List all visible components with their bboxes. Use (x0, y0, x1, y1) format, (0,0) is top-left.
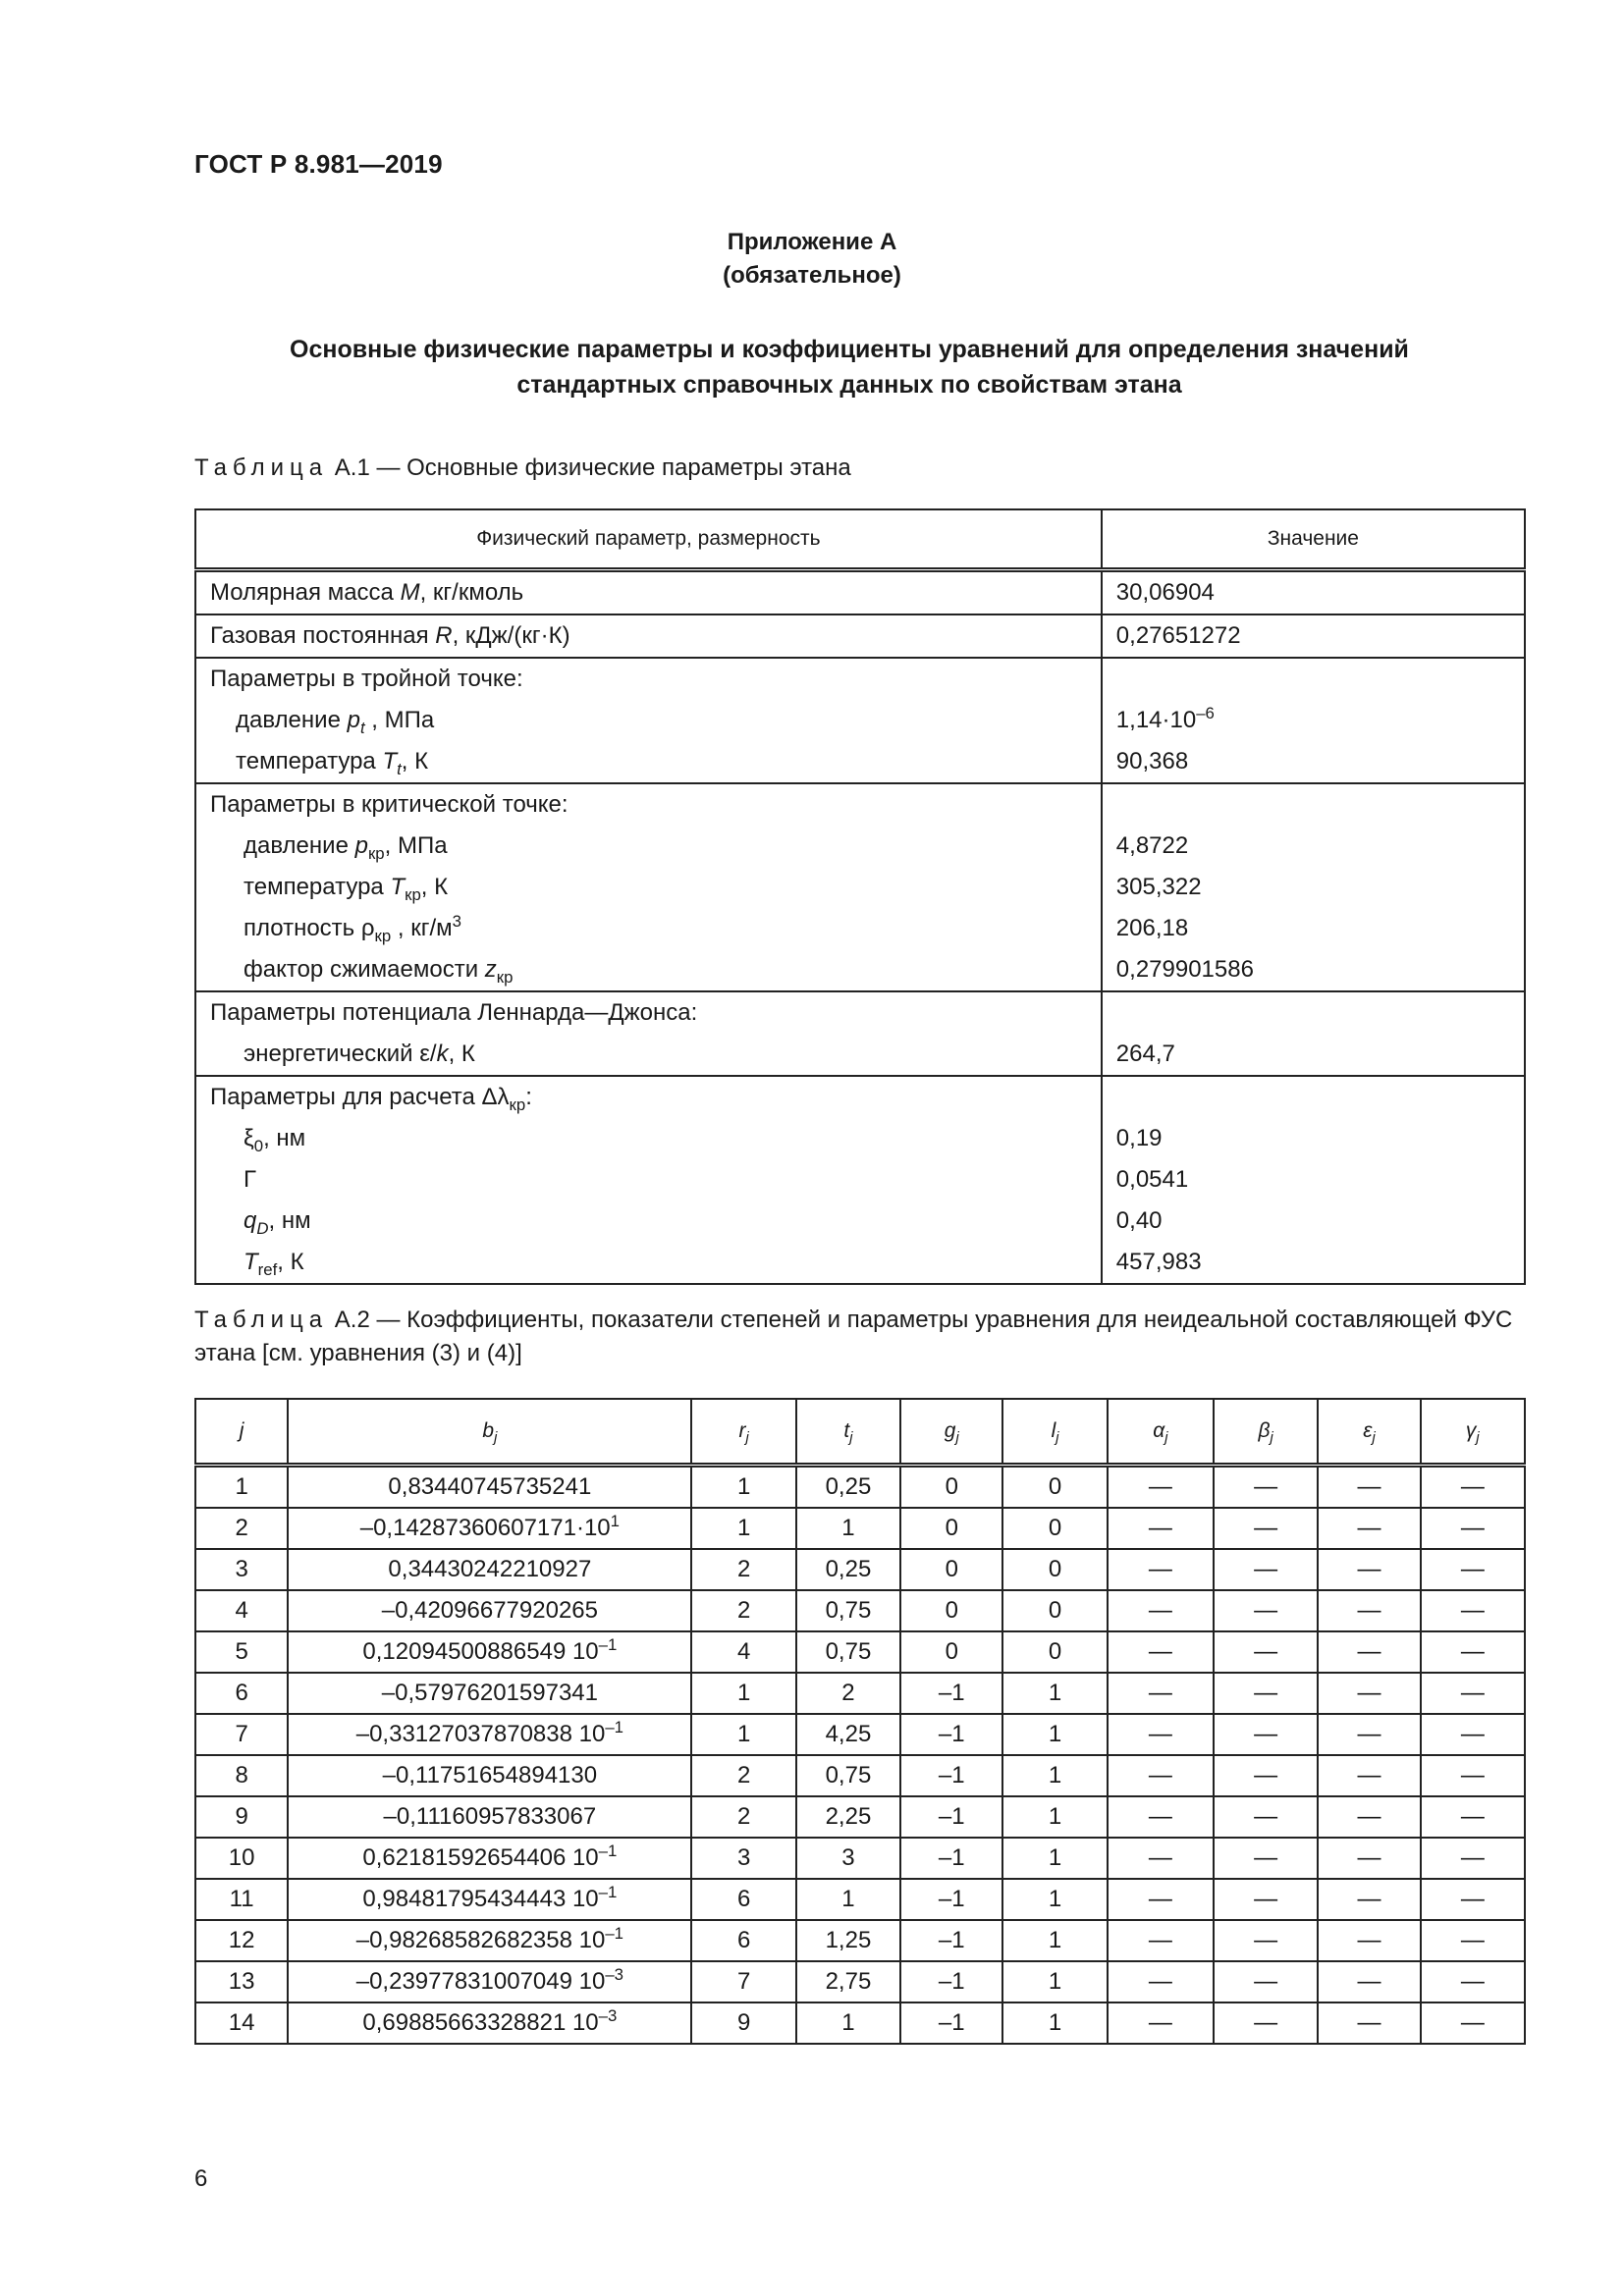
cell-alpha: — (1108, 1549, 1214, 1590)
cell-beta: — (1214, 1508, 1318, 1549)
table1-header-value: Значение (1102, 509, 1525, 570)
cell-epsilon: — (1318, 1796, 1420, 1838)
cell-alpha: — (1108, 1838, 1214, 1879)
section-title-line-1: Основные физические параметры и коэффициенты уравнений для определения значений (290, 336, 1409, 363)
cell-alpha: — (1108, 1879, 1214, 1920)
cell-alpha: — (1108, 1714, 1214, 1755)
cell-alpha: — (1108, 1961, 1214, 2002)
cell-g: –1 (900, 1714, 1002, 1755)
table2-caption (194, 1304, 1530, 1370)
cell-g: –1 (900, 1673, 1002, 1714)
param-cell: Параметры потенциала Леннарда—Джонса: энергетический ε/k, К (195, 991, 1102, 1076)
table-row (195, 1838, 1525, 1879)
cell-gamma: — (1421, 1879, 1525, 1920)
table-row (195, 570, 1525, 615)
cell-r: 1 (691, 1508, 795, 1549)
cell-t: 0,75 (796, 1755, 900, 1796)
cell-l: 1 (1002, 1879, 1107, 1920)
cell-epsilon: — (1318, 1590, 1420, 1631)
table-row (195, 2002, 1525, 2044)
cell-b: –0,57976201597341 (288, 1673, 691, 1714)
cell-b: 0,98481795434443 $10^{-1}$ (288, 1879, 691, 1920)
cell-b: –0,98268582682358 $10^{-1}$ (288, 1920, 691, 1961)
cell-gamma: — (1421, 1631, 1525, 1673)
cell-j: 14 (195, 2002, 288, 2044)
cell-r: 6 (691, 1920, 795, 1961)
cell-beta: — (1214, 1838, 1318, 1879)
cell-j: 7 (195, 1714, 288, 1755)
cell-j: 8 (195, 1755, 288, 1796)
cell-j: 9 (195, 1796, 288, 1838)
cell-j: 4 (195, 1590, 288, 1631)
group-heading: Параметры в критической точке: (210, 791, 568, 818)
cell-t: 1 (796, 2002, 900, 2044)
cell-beta: — (1214, 1673, 1318, 1714)
value-cell: 4,8722 305,322 206,18 0,279901586 (1102, 783, 1525, 991)
cell-r: 2 (691, 1590, 795, 1631)
cell-epsilon: — (1318, 1961, 1420, 2002)
cell-b: –0,42096677920265 (288, 1590, 691, 1631)
table2-header-gamma: $\gamma_j$ (1421, 1399, 1525, 1466)
value-cell: 0,19 0,0541 0,40 457,983 (1102, 1076, 1525, 1284)
cell-g: 0 (900, 1590, 1002, 1631)
appendix-heading (0, 226, 1624, 293)
cell-gamma: — (1421, 1796, 1525, 1838)
group-heading: Параметры в тройной точке: (210, 666, 523, 692)
group-heading: Параметры потенциала Леннарда—Джонса: (210, 999, 698, 1026)
cell-j: 13 (195, 1961, 288, 2002)
cell-t: 0,25 (796, 1466, 900, 1509)
cell-epsilon: — (1318, 1879, 1420, 1920)
cell-beta: — (1214, 1714, 1318, 1755)
table2-header-b: $b_j$ (288, 1399, 691, 1466)
table2-header-row (195, 1399, 1525, 1466)
cell-t: 0,25 (796, 1549, 900, 1590)
section-title (157, 332, 1542, 402)
table-row (195, 614, 1525, 658)
cell-j: 12 (195, 1920, 288, 1961)
cell-l: 1 (1002, 1673, 1107, 1714)
cell-alpha: — (1108, 1673, 1214, 1714)
cell-gamma: — (1421, 2002, 1525, 2044)
cell-r: 1 (691, 1673, 795, 1714)
cell-alpha: — (1108, 1755, 1214, 1796)
table-row-group-delta-lambda (195, 1076, 1525, 1284)
cell-epsilon: — (1318, 1549, 1420, 1590)
cell-g: –1 (900, 1838, 1002, 1879)
cell-g: –1 (900, 1879, 1002, 1920)
cell-epsilon: — (1318, 2002, 1420, 2044)
cell-gamma: — (1421, 1466, 1525, 1509)
table2-caption-lead: Таблица (194, 1307, 329, 1333)
value-cell: 264,7 (1102, 991, 1525, 1076)
cell-beta: — (1214, 1631, 1318, 1673)
cell-j: 10 (195, 1838, 288, 1879)
cell-g: 0 (900, 1631, 1002, 1673)
cell-b: –0,11160957833067 (288, 1796, 691, 1838)
value-cell: 0,27651272 (1102, 614, 1525, 658)
cell-l: 0 (1002, 1631, 1107, 1673)
cell-t: 2 (796, 1673, 900, 1714)
cell-r: 1 (691, 1466, 795, 1509)
cell-beta: — (1214, 1755, 1318, 1796)
section-title-line-2: стандартных справочных данных по свойствам этана (516, 371, 1182, 399)
cell-alpha: — (1108, 2002, 1214, 2044)
table2-caption-text: А.2 — Коэффициенты, показатели степеней и параметры уравнения для неидеальной составляющей ФУС этана [см. уравнения (3) и (4)] (194, 1307, 1513, 1366)
table2-header-l: $l_j$ (1002, 1399, 1107, 1466)
cell-r: 3 (691, 1838, 795, 1879)
table-physical-parameters (194, 508, 1526, 1285)
cell-b: $-0,14287360607171\cdot 10^1$ (288, 1508, 691, 1549)
cell-b: 0,69885663328821 $10^{-3}$ (288, 2002, 691, 2044)
table-row (195, 1796, 1525, 1838)
cell-l: 0 (1002, 1508, 1107, 1549)
cell-b: 0,12094500886549 $10^{-1}$ (288, 1631, 691, 1673)
cell-l: 1 (1002, 1961, 1107, 2002)
cell-epsilon: — (1318, 1673, 1420, 1714)
cell-j: 6 (195, 1673, 288, 1714)
table1-caption-text: А.1 — Основные физические параметры этана (328, 454, 851, 481)
cell-l: 1 (1002, 1714, 1107, 1755)
cell-t: 1 (796, 1508, 900, 1549)
cell-alpha: — (1108, 1466, 1214, 1509)
cell-t: 0,75 (796, 1590, 900, 1631)
cell-r: 2 (691, 1549, 795, 1590)
table-row (195, 1920, 1525, 1961)
document-header: ГОСТ Р 8.981—2019 (194, 149, 443, 179)
table-row (195, 1714, 1525, 1755)
cell-g: –1 (900, 1796, 1002, 1838)
cell-beta: — (1214, 1590, 1318, 1631)
cell-epsilon: — (1318, 1466, 1420, 1509)
table2-header-j: j (195, 1399, 288, 1466)
param-cell: Газовая постоянная R, кДж/(кг·К) (195, 614, 1102, 658)
table-row (195, 1879, 1525, 1920)
cell-gamma: — (1421, 1838, 1525, 1879)
cell-l: 1 (1002, 1838, 1107, 1879)
cell-b: –0,11751654894130 (288, 1755, 691, 1796)
cell-gamma: — (1421, 1590, 1525, 1631)
cell-b: 0,83440745735241 (288, 1466, 691, 1509)
cell-j: 11 (195, 1879, 288, 1920)
cell-epsilon: — (1318, 1755, 1420, 1796)
cell-epsilon: — (1318, 1714, 1420, 1755)
cell-j: 3 (195, 1549, 288, 1590)
cell-l: 1 (1002, 1796, 1107, 1838)
table2-header-alpha: $\alpha_j$ (1108, 1399, 1214, 1466)
cell-l: 0 (1002, 1590, 1107, 1631)
cell-r: 2 (691, 1755, 795, 1796)
cell-l: 1 (1002, 1755, 1107, 1796)
cell-j: 1 (195, 1466, 288, 1509)
cell-t: 3 (796, 1838, 900, 1879)
cell-epsilon: — (1318, 1508, 1420, 1549)
group-heading: Параметры для расчета $\Delta\lambda_{кр}$: (210, 1084, 532, 1114)
table1-header-row (195, 509, 1525, 570)
param-cell: Параметры для расчета $\Delta\lambda_{кр}$: $\xi_0$, нм Г $q_D$, нм $T_{ref}$, К (195, 1076, 1102, 1284)
table1-header-param: Физический параметр, размерность (195, 509, 1102, 570)
cell-r: 6 (691, 1879, 795, 1920)
cell-g: –1 (900, 1920, 1002, 1961)
appendix-title: Приложение А (727, 229, 897, 255)
table2-body (195, 1466, 1525, 2045)
appendix-type: (обязательное) (723, 262, 901, 289)
param-cell: Параметры в тройной точке: давление $p_t$ , МПа температура $T_t$, К (195, 658, 1102, 783)
cell-t: 2,75 (796, 1961, 900, 2002)
cell-b: –0,23977831007049 $10^{-3}$ (288, 1961, 691, 2002)
cell-beta: — (1214, 1466, 1318, 1509)
cell-b: 0,34430242210927 (288, 1549, 691, 1590)
cell-t: 2,25 (796, 1796, 900, 1838)
table-row-group-critical-point (195, 783, 1525, 991)
table-row (195, 1508, 1525, 1549)
cell-r: 9 (691, 2002, 795, 2044)
cell-beta: — (1214, 2002, 1318, 2044)
cell-beta: — (1214, 1549, 1318, 1590)
cell-gamma: — (1421, 1549, 1525, 1590)
cell-alpha: — (1108, 1796, 1214, 1838)
cell-t: 1,25 (796, 1920, 900, 1961)
table-coefficients (194, 1398, 1526, 2045)
cell-l: 0 (1002, 1466, 1107, 1509)
cell-g: 0 (900, 1508, 1002, 1549)
cell-beta: — (1214, 1920, 1318, 1961)
table1-caption-lead: Таблица (194, 454, 329, 481)
table-row (195, 1755, 1525, 1796)
table-row (195, 1590, 1525, 1631)
cell-g: –1 (900, 2002, 1002, 2044)
cell-r: 1 (691, 1714, 795, 1755)
cell-j: 2 (195, 1508, 288, 1549)
table-row (195, 1631, 1525, 1673)
table-row (195, 1673, 1525, 1714)
param-cell: Молярная масса M, кг/кмоль (195, 570, 1102, 615)
cell-beta: — (1214, 1796, 1318, 1838)
cell-alpha: — (1108, 1508, 1214, 1549)
cell-l: 1 (1002, 1920, 1107, 1961)
cell-r: 7 (691, 1961, 795, 2002)
value-cell: $1,14\cdot 10^{-6}$ 90,368 (1102, 658, 1525, 783)
table2-header-epsilon: $\varepsilon_j$ (1318, 1399, 1420, 1466)
table-row-group-triple-point (195, 658, 1525, 783)
cell-l: 1 (1002, 2002, 1107, 2044)
cell-t: 0,75 (796, 1631, 900, 1673)
cell-gamma: — (1421, 1714, 1525, 1755)
table-row (195, 1549, 1525, 1590)
cell-gamma: — (1421, 1673, 1525, 1714)
cell-gamma: — (1421, 1920, 1525, 1961)
cell-t: 4,25 (796, 1714, 900, 1755)
cell-g: 0 (900, 1466, 1002, 1509)
cell-r: 2 (691, 1796, 795, 1838)
page-number: 6 (194, 2165, 208, 2192)
table-row (195, 1961, 1525, 2002)
cell-l: 0 (1002, 1549, 1107, 1590)
cell-epsilon: — (1318, 1631, 1420, 1673)
table-row-group-lennard-jones (195, 991, 1525, 1076)
cell-alpha: — (1108, 1631, 1214, 1673)
table2-header-beta: $\beta_j$ (1214, 1399, 1318, 1466)
cell-epsilon: — (1318, 1920, 1420, 1961)
cell-g: –1 (900, 1755, 1002, 1796)
cell-gamma: — (1421, 1961, 1525, 2002)
cell-gamma: — (1421, 1755, 1525, 1796)
cell-t: 1 (796, 1879, 900, 1920)
cell-epsilon: — (1318, 1838, 1420, 1879)
table2-header-t: $t_j$ (796, 1399, 900, 1466)
cell-beta: — (1214, 1961, 1318, 2002)
cell-r: 4 (691, 1631, 795, 1673)
cell-beta: — (1214, 1879, 1318, 1920)
value-cell: 30,06904 (1102, 570, 1525, 615)
table2-header-g: $g_j$ (900, 1399, 1002, 1466)
cell-b: –0,33127037870838 $10^{-1}$ (288, 1714, 691, 1755)
cell-alpha: — (1108, 1590, 1214, 1631)
param-cell: Параметры в критической точке: давление $p_{кр}$, МПа температура $T_{кр}$, К плотность $\rho_{кр}$ , $кг/м^3$ фактор сжимаемости $z_{кр}$ (195, 783, 1102, 991)
cell-b: 0,62181592654406 $10^{-1}$ (288, 1838, 691, 1879)
cell-g: –1 (900, 1961, 1002, 2002)
cell-j: 5 (195, 1631, 288, 1673)
table-row (195, 1466, 1525, 1509)
cell-gamma: — (1421, 1508, 1525, 1549)
cell-alpha: — (1108, 1920, 1214, 1961)
table1-caption (194, 452, 851, 485)
cell-g: 0 (900, 1549, 1002, 1590)
table2-header-r: $r_j$ (691, 1399, 795, 1466)
